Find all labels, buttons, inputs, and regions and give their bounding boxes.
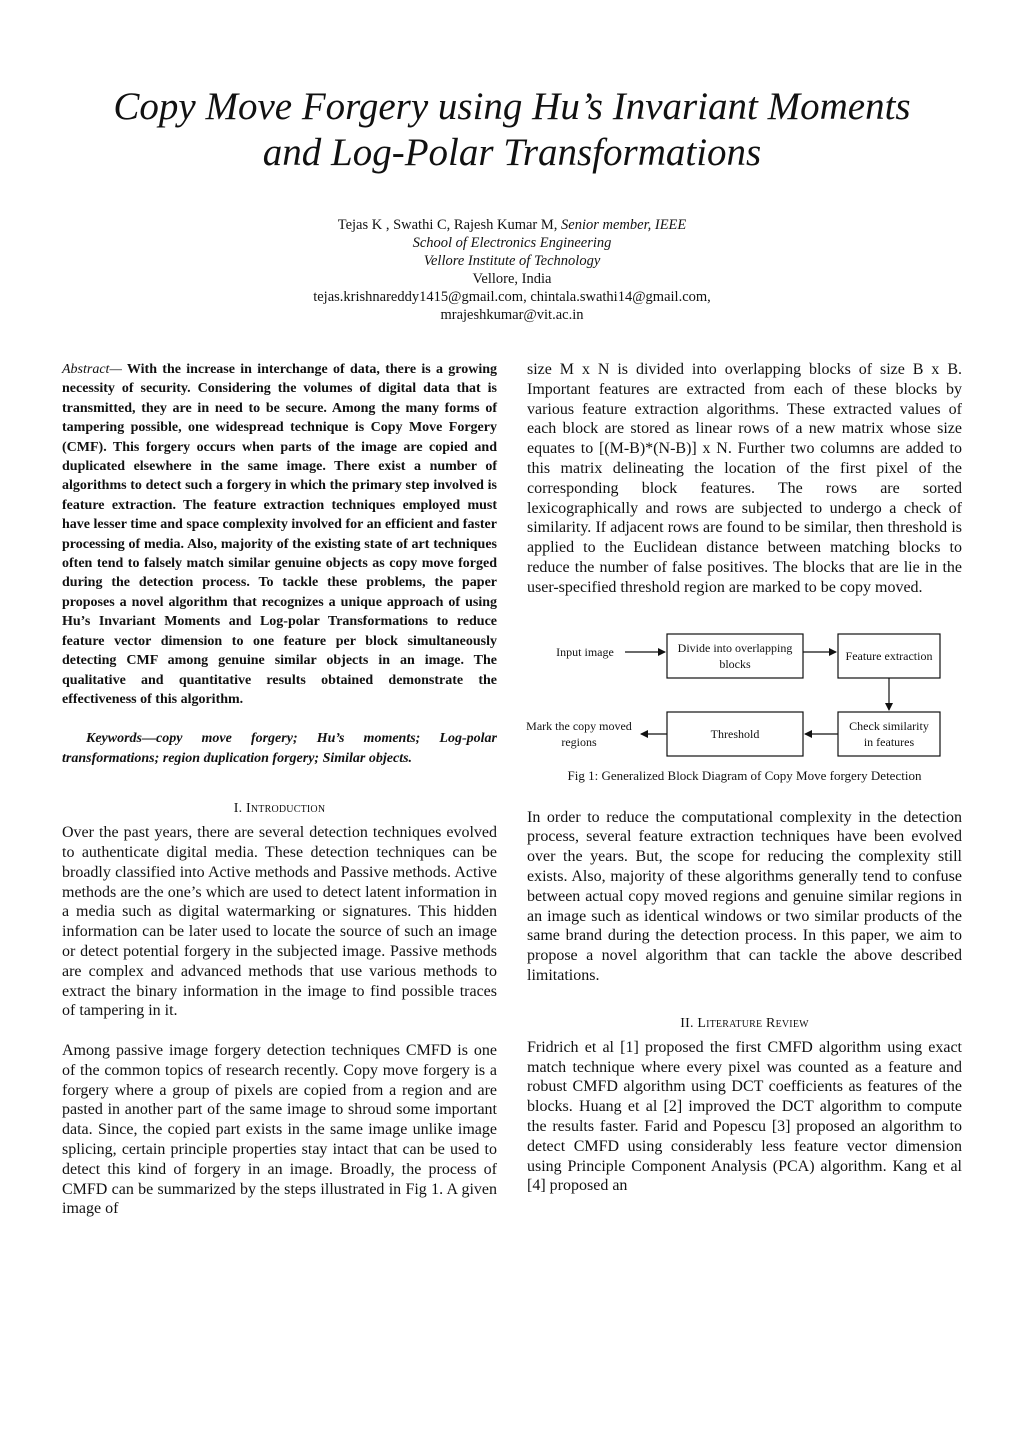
abstract [62, 360, 497, 709]
left-column [62, 360, 497, 1219]
intro-paragraph-2: Among passive image forgery detection techniques CMFD is one of the common topics of research recently. Copy move forgery is a forgery where a group of pixels are copied from a region and are pasted in another part of the same image to shroud some important data. Since, the copied part exists in the same image unlike image splicing, certain principle properties stay intact that can be used to detect this kind of forgery in an image. Broadly, the process of CMFD can be summarized by the steps illustrated in Fig 1. A given image of [62, 1042, 497, 1218]
author-institute: Vellore Institute of Technology [423, 253, 601, 269]
right-column [527, 360, 962, 1196]
author-location: Vellore, India [472, 271, 552, 287]
right-paragraph-2: In order to reduce the computational complexity in the detection process, several feature extraction techniques have been evolved over the years. But, the scope for reducing the complexity still exists. Also, majority of these algorithms generally tend to confuse between actual copy moved regions and genuine similar regions in an image such as identical windows or two similar products of the same brand during the detection process. In this paper, we aim to propose a novel algorithm that can tackle the above described limitations. [527, 808, 962, 984]
author-emails-2: mrajeshkumar@vit.ac.in [440, 307, 584, 323]
abstract-text: With the increase in interchange of data, there is a growing necessity of security. Considering the volumes of digital data that is transmitted, they are in need to be secure. Among the many forms of tampering possible, one widespread technique is Copy Move Forgery (CMF). This forgery occurs when parts of the image are copied and duplicated elsewhere in the same image. There exist a number of algorithms to detect such a forgery in which the primary step involved is feature extraction. The feature extraction techniques employed must have lesser time and space complexity involved for an efficient and faster processing of media. Also, majority of the existing state of art techniques often tend to falsely match similar genuine objects as copy move forged during the detection process. To tackle these problems, the paper proposes a novel algorithm that recognizes a unique approach of using Hu’s Invariant Moments and Log-polar Transformations to reduce feature vector dimension to one feature per block simultaneously detecting CMF among genuine similar objects in an image. The qualitative and quantitative results obtained demonstrate the effectiveness of this algorithm. [62, 362, 497, 707]
author-role: Senior member, IEEE [561, 217, 687, 233]
author-school: School of Electronics Engineering [412, 235, 612, 251]
author-names-line [200, 216, 824, 234]
check-box-line-1: Check similarity [849, 718, 929, 733]
section-1-heading: I. Introduction [233, 801, 326, 817]
right-paragraph-1: size M x N is divided into overlapping blocks of size B x B. Important features are extracted from each of these blocks by various feature extraction algorithms. These extracted values of each block are stored as linear rows of a new matrix whose size equates to [(M-B)*(N-B)] x N. Further two columns are added to this matrix delineating the location of the first pixel of the corresponding block features. The rows are sorted lexicographically and rows are subjected to undergo a check of similarity. If adjacent rows are found to be similar, then threshold is applied to the Euclidean distance between matching blocks to reduce the number of false positives. The blocks that are lie in the user-specified threshold region are marked to be copy moved. [527, 361, 962, 596]
threshold-box-label: Threshold [710, 726, 760, 741]
paper-title [60, 84, 964, 176]
author-block [200, 216, 824, 324]
figure-caption: Fig 1: Generalized Block Diagram of Copy Move forgery Detection [567, 767, 922, 783]
section-2-heading: II. Literature Review [680, 1015, 809, 1031]
literature-paragraph-1: Fridrich et al [1] proposed the first CMFD algorithm using exact match technique where every pixel was counted as a feature and robust CMFD algorithm using DCT coefficients as features of the blocks. Huang et al [2] improved the DCT algorithm to compute the results faster. Farid and Popescu [3] proposed an algorithm to detect CMFD using considerably less feature vector dimension using Principle Component Analysis (PCA) algorithm. Kang et al [4] proposed an [527, 1038, 962, 1195]
title-line-2: and Log-Polar Transformations [262, 131, 762, 174]
divide-box-line-1: Divide into overlapping [677, 640, 793, 655]
abstract-lead: Abstract— [62, 362, 122, 377]
author-emails-1: tejas.krishnareddy1415@gmail.com, chintala.swathi14@gmail.com, [313, 289, 711, 305]
author-names: Tejas K , Swathi C, Rajesh Kumar M, [337, 217, 558, 233]
check-box-line-2: in features [863, 734, 915, 749]
title-line-1: Copy Move Forgery using Hu’s Invariant Moments [113, 85, 911, 128]
keywords: Keywords—copy move forgery; Hu’s moments; Log-polar transformations; region duplication forgery; Similar objects. [62, 731, 497, 766]
diagram-input-label: Input image [556, 644, 614, 659]
block-diagram [525, 620, 965, 760]
mark-label-line-1: Mark the copy moved [526, 718, 632, 733]
divide-box-line-2: blocks [719, 656, 751, 671]
feature-box-label: Feature extraction [845, 648, 933, 663]
intro-paragraph-1: Over the past years, there are several detection techniques evolved to authenticate digital media. These detection techniques can be broadly classified into Active methods and Passive methods. Active methods are the one’s which are used to detect latent information in a media such as digital watermarking or signatures. This hidden information can be later used to locate the source of such an image or detect potential forgery in the subjected image. Passive methods are complex and advanced methods that use various methods to extract the binary information in the image to find possible traces of tampering in it. [62, 824, 497, 1020]
mark-label-line-2: regions [561, 734, 597, 749]
